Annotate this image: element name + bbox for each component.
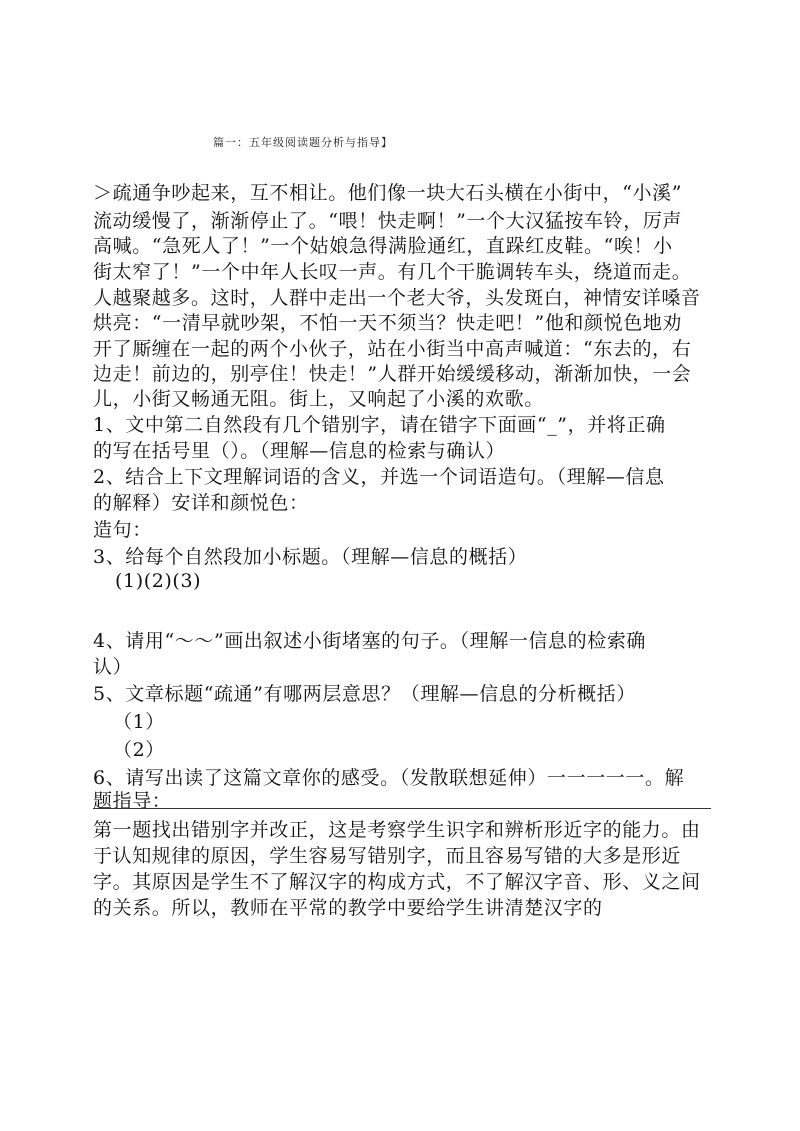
question-4-cont: 认） <box>93 656 133 678</box>
question-2-cont: 的解释）安详和颜悦色： <box>93 492 309 514</box>
guidance-line: 第一题找出错别字并改正，这是考察学生识字和辨析形近字的能力。由 <box>93 819 701 841</box>
divider-rule <box>93 808 711 809</box>
guidance-line: 字。其原因是学生不了解汉字的构成方式，不了解汉字音、形、义之间 <box>93 871 701 893</box>
question-5: 5、文章标题“疏通”有哪两层意思？（理解—信息的分析概括） <box>93 683 636 705</box>
passage-line: 人越聚越多。这时，人群中走出一个老大爷，头发斑白，神情安详嗓音 <box>93 287 701 309</box>
passage-line: 高喊。“急死人了！”一个姑娘急得满脸通红，直跺红皮鞋。“唉！小 <box>93 235 673 257</box>
passage-line: 烘亮：“一清早就吵架，不怕一天不须当？快走吧！”他和颜悦色地劝 <box>93 312 683 334</box>
question-4: 4、请用“～～”画出叙述小街堵塞的句子。（理解一信息的检索确 <box>93 630 647 652</box>
passage-line: 儿，小街又畅通无阻。街上，又响起了小溪的欢歌。 <box>93 388 544 410</box>
passage-line: 边走！前边的，别亭住！快走！”人群开始缓缓移动，渐渐加快，一会 <box>93 363 692 385</box>
question-2: 2、结合上下文理解词语的含义，并选一个词语造句。（理解—信息 <box>93 466 665 488</box>
question-1-cont: 的写在括号里（）。（理解—信息的检索与确认） <box>93 440 506 462</box>
question-5-blank-2: （2） <box>113 739 165 761</box>
page-header: 篇一：五年级阅读题分析与指导】 <box>213 136 393 149</box>
question-5-blank-1: （1） <box>113 711 165 733</box>
guidance-line: 的关系。所以，教师在平常的教学中要给学生讲清楚汉字的 <box>93 897 603 919</box>
guidance-line: 于认知规律的原因，学生容易写错别字，而且容易写错的大多是形近 <box>93 845 682 867</box>
passage-line: ＞疏通争吵起来，互不相让。他们像一块大石头横在小街中，“小溪” <box>93 182 683 204</box>
passage-line: 街太窄了！”一个中年人长叹一声。有几个干脆调转车头，绕道而走。 <box>93 261 692 283</box>
question-3: 3、给每个自然段加小标题。（理解—信息的概括） <box>93 546 528 568</box>
guidance-heading: 题指导： <box>93 790 172 812</box>
passage-line: 开了厮缠在一起的两个小伙子，站在小街当中高声喊道：“东去的，右 <box>93 338 692 360</box>
question-1: 1、文中第二自然段有几个错别字，请在错字下面画“_”，并将正确 <box>93 414 666 436</box>
question-3-blanks: (1)(2)(3) <box>115 570 202 592</box>
sentence-making-label: 造句： <box>93 519 152 541</box>
passage-line: 流动缓慢了，渐渐停止了。“喂！快走啊！”一个大汉猛按车铃，厉声 <box>93 210 683 232</box>
question-6: 6、请写出读了这篇文章你的感受。（发散联想延伸）一一一一一。解 <box>93 767 685 789</box>
